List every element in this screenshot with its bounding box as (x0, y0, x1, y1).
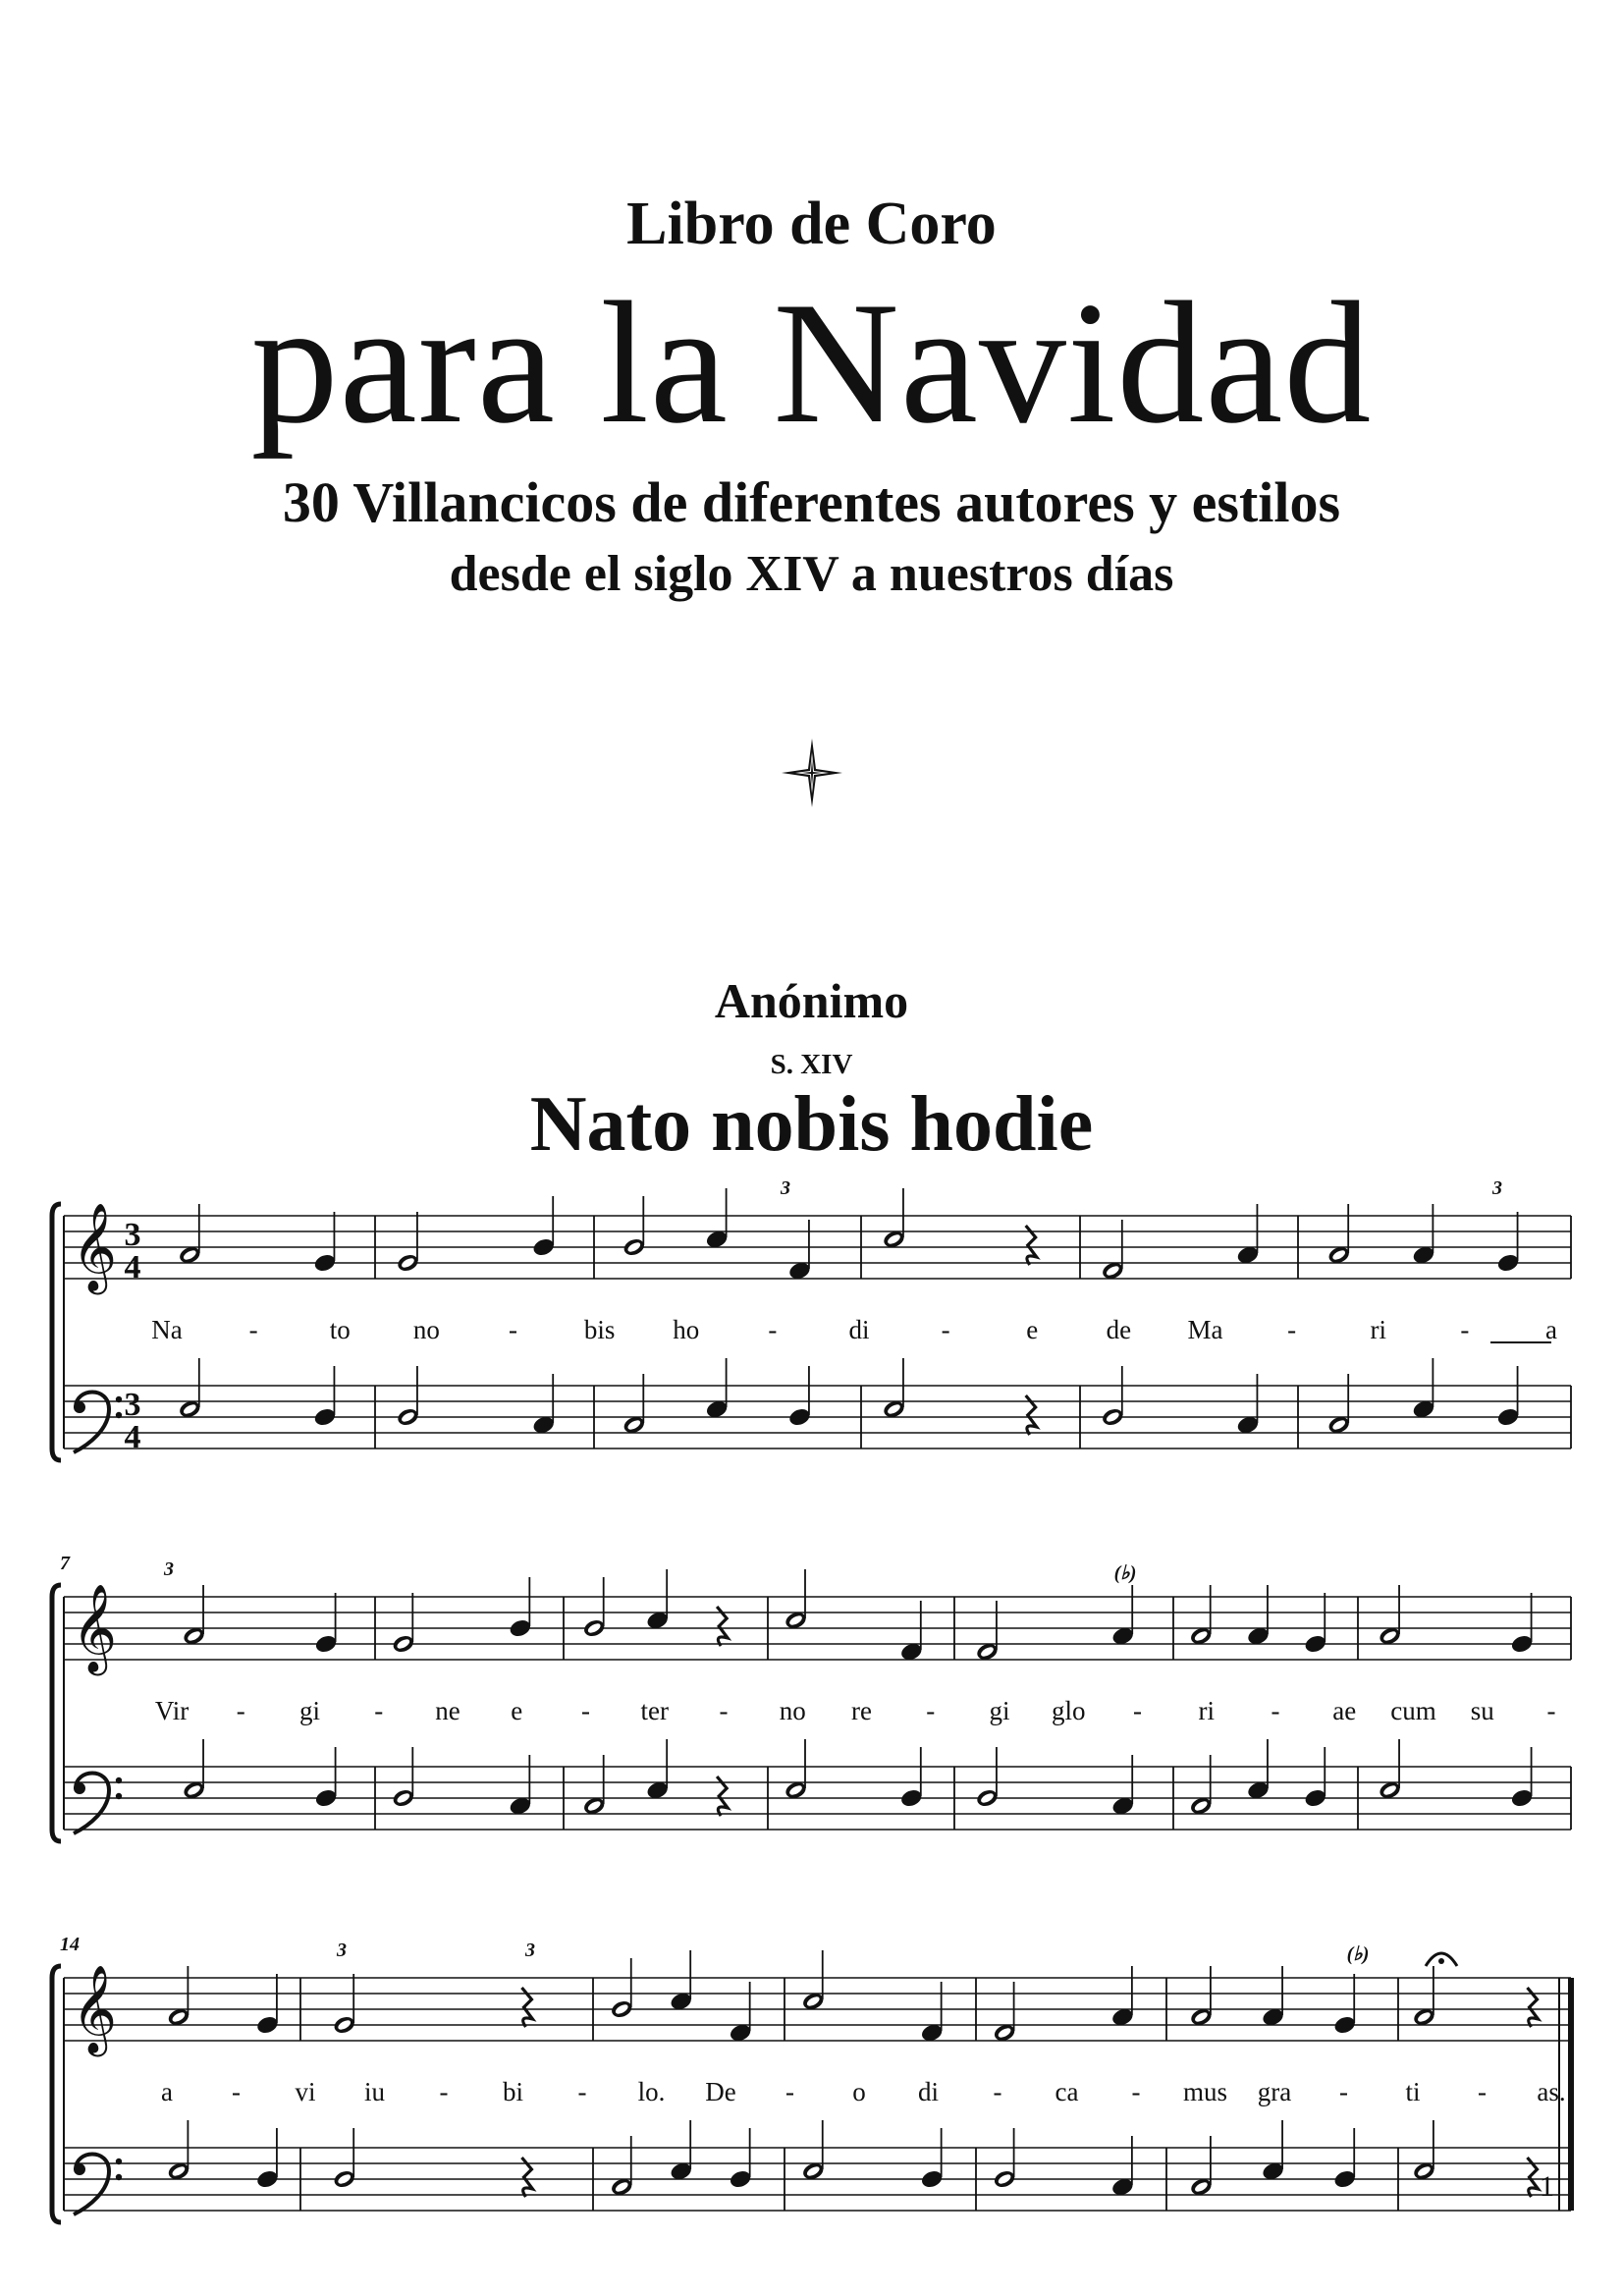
lyric-syllable: ri (1370, 1315, 1386, 1344)
treble-note (582, 1577, 607, 1639)
treble-note (801, 1950, 826, 2012)
tuplet-number: 3 (781, 1177, 790, 1199)
bass-note (178, 1358, 202, 1420)
treble-note (178, 1204, 202, 1266)
treble-note (312, 1212, 337, 1274)
time-signature-bottom: 4 (124, 1249, 141, 1285)
bass-note (882, 1358, 906, 1420)
treble-clef: 𝄞 (72, 1584, 118, 1672)
lyric-syllable: ri (1198, 1696, 1215, 1725)
editorial-flat: (♭) (1113, 1562, 1137, 1584)
piece-title: Nato nobis hodie (529, 1081, 1094, 1168)
treble-note (882, 1188, 906, 1250)
bass-note (1110, 1755, 1135, 1817)
bass-clef-head (74, 2163, 85, 2175)
lyric-syllable: - (236, 1696, 245, 1725)
lyric-syllable: cum (1390, 1696, 1436, 1725)
lyric-syllable: De (705, 2077, 736, 2106)
measure-number: 14 (60, 1934, 80, 1955)
lyric-syllable: ho (673, 1315, 700, 1344)
bass-note (993, 2128, 1017, 2190)
lyric-syllable: - (374, 1696, 384, 1725)
treble-note (1189, 1966, 1214, 2028)
bass-note (729, 2128, 753, 2190)
lyric-syllable: ti (1405, 2077, 1421, 2106)
lyric-syllable: - (248, 1315, 258, 1344)
lyric-syllable: re (851, 1696, 872, 1725)
book-subtitle-second-line: desde el siglo XIV a nuestros días (449, 546, 1174, 602)
bass-clef-dot (116, 1396, 122, 1402)
bass-note (1189, 2136, 1214, 2198)
treble-clef: 𝄞 (72, 1965, 118, 2053)
lyric-syllable: gi (298, 1696, 321, 1725)
bass-note (610, 2136, 634, 2198)
treble-note (1246, 1585, 1271, 1647)
lyric-syllable: lo. (637, 2077, 666, 2106)
lyric-syllable: a (1545, 1315, 1557, 1344)
bass-note (1235, 1374, 1260, 1436)
lyric-syllable: - (1339, 2077, 1348, 2106)
lyric-syllable: - (926, 1696, 936, 1725)
bass-note (182, 1739, 206, 1801)
bass-note (1332, 2128, 1357, 2190)
bass-note (1189, 1755, 1214, 1817)
lyric-syllable: Na (151, 1315, 183, 1344)
bass-clef-dot (116, 1412, 122, 1418)
lyric-syllable: - (439, 2077, 449, 2106)
bass-clef-head (74, 1782, 85, 1794)
lyric-syllable: gi (989, 1696, 1010, 1725)
bass-note (645, 1739, 670, 1801)
lyric-syllable: gra (1257, 2077, 1292, 2106)
lyric-syllable: as. (1537, 2077, 1566, 2106)
lyric-syllable: di (848, 1315, 870, 1344)
lyric-syllable: to (329, 1315, 351, 1344)
bass-note (784, 1739, 808, 1801)
lyric-syllable: - (1287, 1315, 1297, 1344)
treble-note (1303, 1593, 1327, 1655)
lyric-syllable: - (993, 2077, 1002, 2106)
lyric-syllable: - (577, 2077, 587, 2106)
bass-note (622, 1374, 646, 1436)
lyric-syllable: bis (583, 1315, 616, 1344)
treble-note (1101, 1220, 1125, 1282)
bass-note (1411, 1358, 1435, 1420)
treble-note (1412, 1966, 1436, 2028)
tuplet-number: 3 (337, 1940, 347, 1961)
book-title: para la Navidad (250, 265, 1373, 460)
tuplet-number: 3 (525, 1940, 535, 1961)
lyric-syllable: di (917, 2077, 940, 2106)
series-title: Libro de Coro (626, 191, 997, 257)
bass-note (975, 1747, 1000, 1809)
bass-note (582, 1755, 607, 1817)
treble-note (705, 1188, 730, 1250)
bass-clef-head (74, 1401, 85, 1413)
bass-note (1378, 1739, 1402, 1801)
treble-note (669, 1950, 693, 2012)
treble-note (1332, 1974, 1357, 2036)
bass-note (391, 1747, 415, 1809)
page-number: 1 (1540, 2170, 1554, 2203)
final-barline (1568, 1978, 1574, 2211)
treble-clef: 𝄞 (72, 1203, 118, 1291)
lyric-syllable: - (1478, 2077, 1487, 2106)
lyric-syllable: iu (363, 2077, 386, 2106)
bass-note (255, 2128, 280, 2190)
bass-note (1510, 1747, 1535, 1809)
lyric-syllable: - (1460, 1315, 1470, 1344)
bass-note (1261, 2120, 1285, 2182)
bass-note (787, 1366, 812, 1428)
treble-note (993, 1982, 1017, 2044)
treble-note (1378, 1585, 1402, 1647)
lyric-syllable: - (1131, 2077, 1141, 2106)
lyric-syllable: ne (435, 1696, 460, 1725)
lyric-syllable: - (1271, 1696, 1280, 1725)
lyric-syllable: - (719, 1696, 729, 1725)
book-subtitle: 30 Villancicos de diferentes autores y estilos (282, 470, 1341, 534)
tuplet-number: 3 (1492, 1177, 1502, 1199)
bass-note (1110, 2136, 1135, 2198)
treble-note (1110, 1585, 1135, 1647)
lyric-syllable: vi (295, 2077, 316, 2106)
bass-note (332, 2128, 356, 2190)
lyric-syllable: ca (1055, 2077, 1079, 2106)
bass-note (1496, 1366, 1521, 1428)
bass-note (1326, 1374, 1351, 1436)
time-signature-bottom: 4 (124, 1419, 141, 1455)
bass-note (396, 1366, 420, 1428)
bass-clef-dot (116, 1793, 122, 1799)
time-signature-top: 3 (124, 1387, 141, 1423)
bass-note (920, 2128, 945, 2190)
lyric-syllable: e (511, 1696, 523, 1725)
treble-note (391, 1593, 415, 1655)
lyric-syllable: - (941, 1315, 950, 1344)
bass-note (312, 1366, 337, 1428)
treble-note (899, 1601, 924, 1663)
treble-note (1510, 1593, 1535, 1655)
treble-note (255, 1974, 280, 2036)
time-signature-top: 3 (124, 1217, 141, 1253)
bass-note (1246, 1739, 1271, 1801)
treble-note (166, 1966, 190, 2028)
lyric-syllable: ae (1332, 1696, 1357, 1725)
lyric-syllable: - (509, 1315, 517, 1344)
bass-note (166, 2120, 190, 2182)
treble-note (1261, 1966, 1285, 2028)
lyric-syllable: bi (502, 2077, 524, 2106)
treble-note (1189, 1585, 1214, 1647)
bass-note (531, 1374, 556, 1436)
treble-note (610, 1958, 634, 2020)
bass-note (1303, 1747, 1327, 1809)
lyric-syllable: - (768, 1315, 778, 1344)
lyric-syllable: - (581, 1696, 590, 1725)
treble-note (314, 1593, 339, 1655)
bass-note (1412, 2120, 1436, 2182)
bass-note (705, 1358, 730, 1420)
treble-note (784, 1569, 808, 1631)
fermata-dot (1438, 1958, 1444, 1964)
lyric-syllable: no (779, 1696, 806, 1725)
treble-note (645, 1569, 670, 1631)
lyric-syllable: Ma (1187, 1315, 1223, 1344)
lyric-syllable: no (412, 1315, 440, 1344)
lyric-syllable: - (785, 2077, 794, 2106)
lyric-syllable: Vir (154, 1696, 189, 1725)
treble-note (622, 1196, 646, 1258)
lyric-syllable: su (1470, 1696, 1494, 1725)
treble-note (1110, 1966, 1135, 2028)
treble-note (1326, 1204, 1351, 1266)
bass-note (314, 1747, 339, 1809)
lyric-syllable: mus (1182, 2077, 1228, 2106)
lyric-syllable: o (852, 2077, 866, 2106)
bass-clef-dot (116, 2174, 122, 2180)
measure-number: 7 (60, 1553, 70, 1574)
system-bracket (52, 1966, 61, 2222)
bass-note (508, 1755, 532, 1817)
composer-century: S. XIV (770, 1049, 853, 1080)
treble-note (1235, 1204, 1260, 1266)
lyric-syllable: - (232, 2077, 241, 2106)
treble-note (1411, 1204, 1435, 1266)
lyric-syllable: ter (640, 1696, 669, 1725)
system-bracket (52, 1204, 61, 1460)
lyric-syllable: a (161, 2077, 173, 2106)
treble-note (182, 1585, 206, 1647)
composer-name: Anónimo (714, 973, 909, 1028)
bass-note (1101, 1366, 1125, 1428)
treble-note (531, 1196, 556, 1258)
system-bracket (52, 1585, 61, 1841)
bass-note (801, 2120, 826, 2182)
bass-note (899, 1747, 924, 1809)
treble-note (729, 1982, 753, 2044)
lyric-syllable: e (1026, 1315, 1039, 1344)
lyric-syllable: glo (1051, 1696, 1086, 1725)
editorial-flat: (♭) (1346, 1943, 1370, 1965)
treble-note (332, 1974, 356, 2036)
bass-note (669, 2120, 693, 2182)
tuplet-number: 3 (164, 1558, 174, 1580)
bass-clef-dot (116, 2159, 122, 2164)
treble-note (975, 1601, 1000, 1663)
treble-note (1496, 1212, 1521, 1274)
lyric-syllable: - (1133, 1696, 1142, 1725)
lyric-syllable: - (1546, 1696, 1556, 1725)
treble-note (508, 1577, 532, 1639)
treble-note (787, 1220, 812, 1282)
treble-note (396, 1212, 420, 1274)
bass-clef-dot (116, 1777, 122, 1783)
lyric-syllable: de (1106, 1315, 1132, 1344)
treble-note (920, 1982, 945, 2044)
